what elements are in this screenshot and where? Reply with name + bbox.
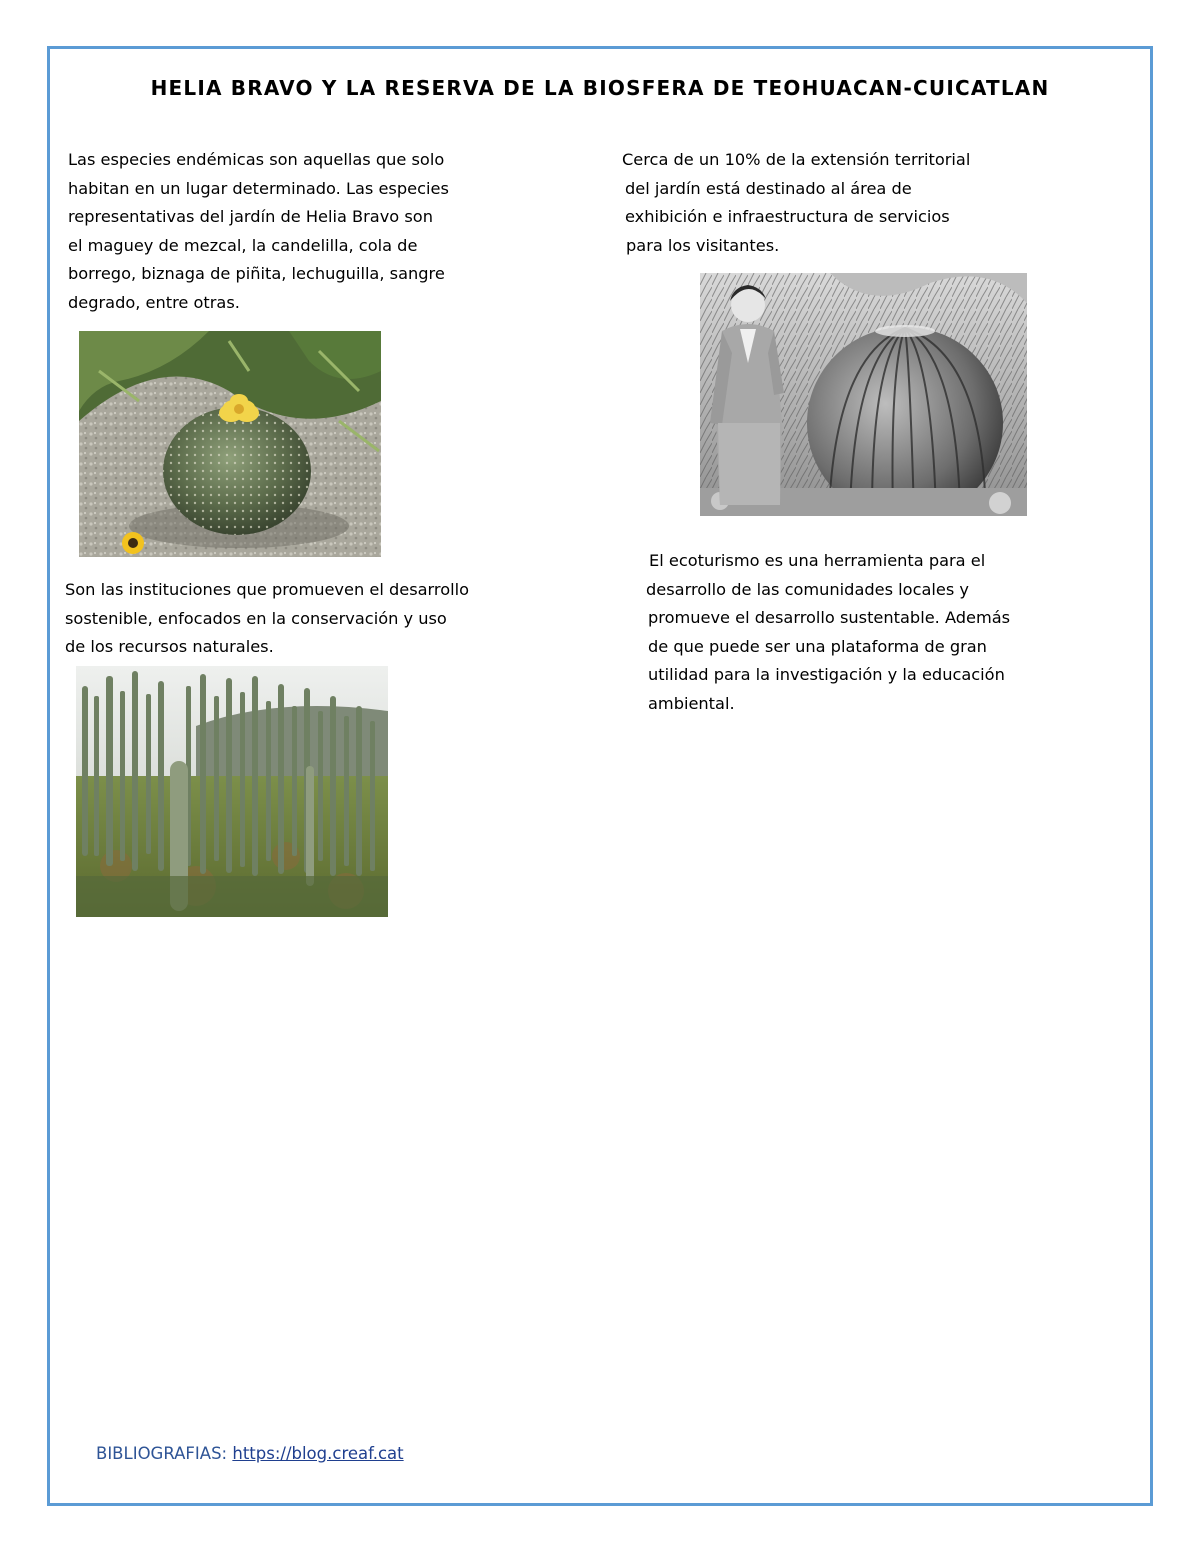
paragraph-institutions: [65, 576, 469, 662]
text-line: ambiental.: [648, 693, 735, 713]
text-line: de los recursos naturales.: [65, 637, 274, 657]
text-line: degrado, entre otras.: [68, 292, 240, 312]
page-title: HELIA BRAVO Y LA RESERVA DE LA BIOSFERA DE TEOHUACAN-CUICATLAN: [150, 76, 1050, 100]
text-line: el maguey de mezcal, la candelilla, cola de: [68, 235, 418, 255]
text-line: sostenible, enfocados en la conservación y uso: [65, 608, 447, 628]
paragraph-ecotourism: [646, 547, 1010, 719]
bibliography-link[interactable]: https://blog.creaf.cat: [232, 1444, 404, 1463]
text-line: Las especies endémicas son aquellas que solo: [68, 150, 445, 169]
text-line: del jardín está destinado al área de: [625, 178, 912, 198]
text-line: Cerca de un 10% de la extensión territorial: [622, 150, 971, 169]
bibliography: [96, 1444, 404, 1463]
text-line: de que puede ser una plataforma de gran: [648, 636, 987, 656]
paragraph-territorial-extension: [622, 146, 970, 260]
paragraph-endemic-species: [68, 146, 449, 318]
text-line: habitan en un lugar determinado. Las especies: [68, 178, 449, 198]
bibliography-label: BIBLIOGRAFIAS:: [96, 1444, 228, 1463]
columnar-cactus-forest-photo: [76, 666, 388, 917]
text-line: promueve el desarrollo sustentable. Además: [648, 608, 1011, 628]
text-line: exhibición e infraestructura de servicios: [625, 207, 950, 227]
text-line: Son las instituciones que promueven el desarrollo: [65, 580, 470, 599]
text-line: utilidad para la investigación y la educación: [648, 665, 1005, 685]
helia-bravo-portrait-photo: [700, 273, 1027, 516]
text-line: representativas del jardín de Helia Bravo son: [68, 207, 433, 227]
text-line: El ecoturismo es una herramienta para el: [649, 551, 986, 570]
text-line: desarrollo de las comunidades locales y: [646, 579, 970, 599]
text-line: para los visitantes.: [626, 235, 780, 255]
barrel-cactus-flower-photo: [79, 331, 381, 557]
text-line: borrego, biznaga de piñita, lechuguilla, sangre: [68, 264, 445, 284]
